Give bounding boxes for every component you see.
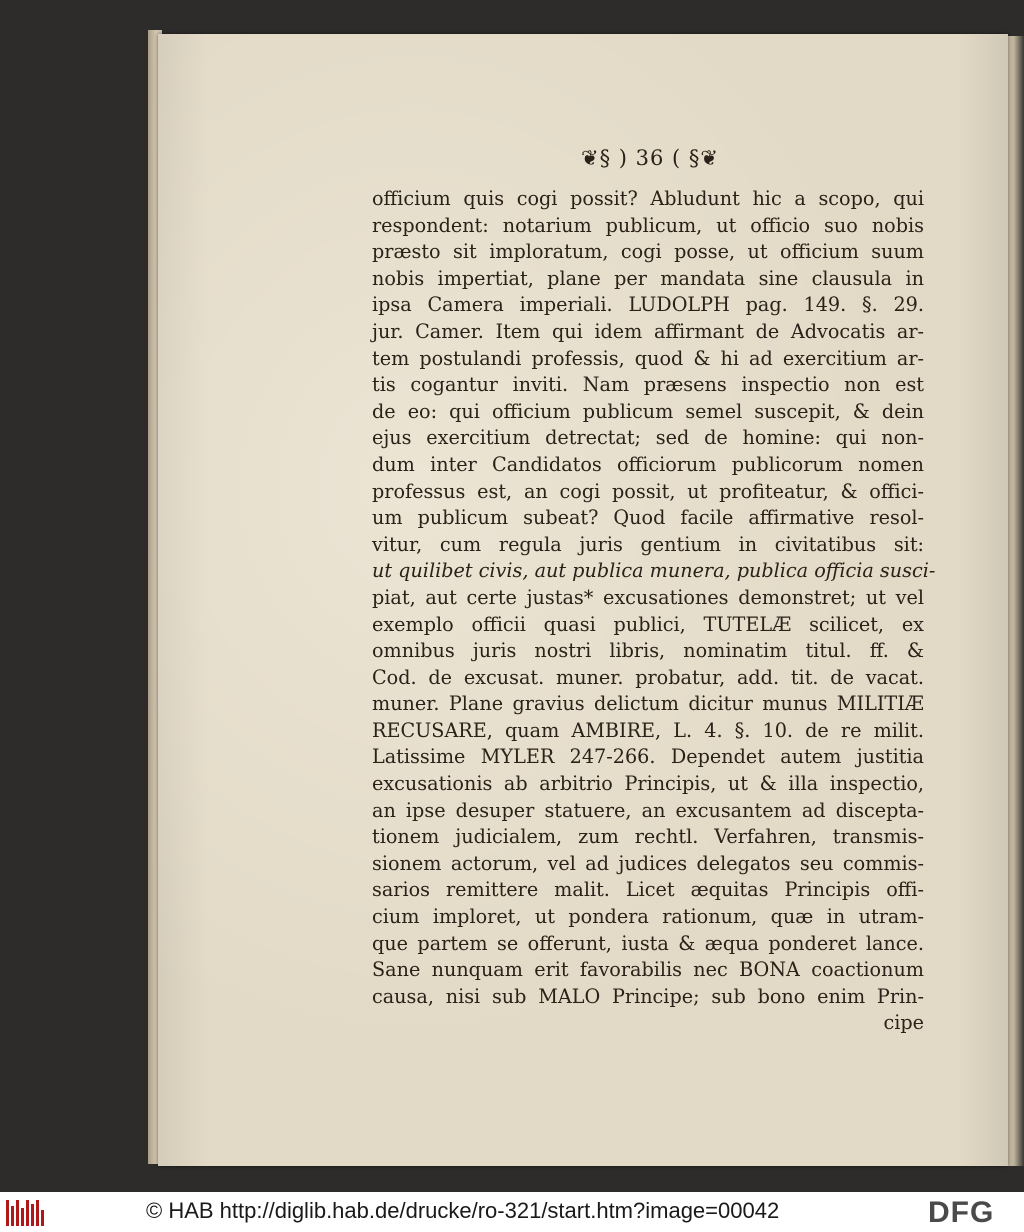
text-line: ipsa Camera imperiali. LUDOLPH pag. 149. §. 29. (372, 293, 924, 317)
text-line: um publicum subeat? Quod facile affirmative resol- (372, 506, 924, 530)
dfg-logo: DFG (928, 1196, 995, 1229)
text-line: excusationis ab arbitrio Principis, ut & illa inspectio, (372, 772, 924, 796)
text-line: vitur, cum regula juris gentium in civitatibus sit: (372, 532, 924, 556)
hab-logo-icon (6, 1200, 44, 1226)
text-line: Latissime MYLER 247-266. Dependet autem justitia (372, 745, 924, 769)
text-line: cium imploret, ut pondera rationum, quæ in utram- (372, 905, 924, 929)
text-line: tem postulandi professis, quod & hi ad exercitium ar- (372, 346, 924, 370)
text-line: nobis impertiat, plane per mandata sine clausula in (372, 266, 924, 290)
text-line: an ipse desuper statuere, an excusantem ad discepta- (372, 798, 924, 822)
text-line: Sane nunquam erit favorabilis nec BONA coactionum (372, 958, 924, 982)
text-line: Cod. de excusat. muner. probatur, add. tit. de vacat. (372, 665, 924, 689)
text-line: dum inter Candidatos officiorum publicorum nomen (372, 452, 924, 476)
text-line: professus est, an cogi possit, ut profiteatur, & offici- (372, 479, 924, 503)
text-line: de eo: qui officium publicum semel suscepit, & dein (372, 399, 924, 423)
text-line: tis cogantur inviti. Nam præsens inspectio non est (372, 373, 924, 397)
text-line: officium quis cogi possit? Abludunt hic a scopo, qui (372, 187, 924, 210)
text-line: sionem actorum, vel ad judices delegatos seu commis- (372, 851, 924, 875)
text-line: præsto sit imploratum, cogi posse, ut officium suum (372, 240, 924, 264)
text-line: causa, nisi sub MALO Principe; sub bono enim Prin- (372, 984, 924, 1008)
running-head: ❦§ ) 36 ( §❦ (581, 146, 719, 170)
text-line: RECUSARE, quam AMBIRE, L. 4. §. 10. de re milit. (372, 718, 924, 742)
text-line: piat, aut certe justas* excusationes demonstret; ut vel (372, 585, 924, 609)
text-line: exemplo officii quasi publici, TUTELÆ scilicet, ex (372, 612, 924, 636)
text-line: tionem judicialem, zum rechtl. Verfahren, transmis- (372, 825, 924, 849)
text-line: sarios remittere malit. Licet æquitas Principis offi- (372, 878, 924, 902)
text-line: respondent: notarium publicum, ut officio suo nobis (372, 213, 924, 237)
text-line: omnibus juris nostri libris, nominatim titul. ff. & (372, 639, 924, 663)
footer-bar (0, 1192, 1024, 1232)
footer-url[interactable]: © HAB http://diglib.hab.de/drucke/ro-321/start.htm?image=00042 (146, 1198, 780, 1223)
text-line: jur. Camer. Item qui idem affirmant de Advocatis ar- (372, 319, 924, 343)
text-line: ut quilibet civis, aut publica munera, publica officia susci- (372, 559, 936, 583)
text-line: muner. Plane gravius delictum dicitur munus MILITIÆ (372, 692, 924, 716)
text-line: que partem se offerunt, iusta & æqua ponderet lance. (372, 931, 924, 955)
text-line: ejus exercitium detrectat; sed de homine: qui non- (372, 426, 924, 450)
body-text (372, 186, 936, 1037)
catchword: cipe (883, 1011, 924, 1035)
